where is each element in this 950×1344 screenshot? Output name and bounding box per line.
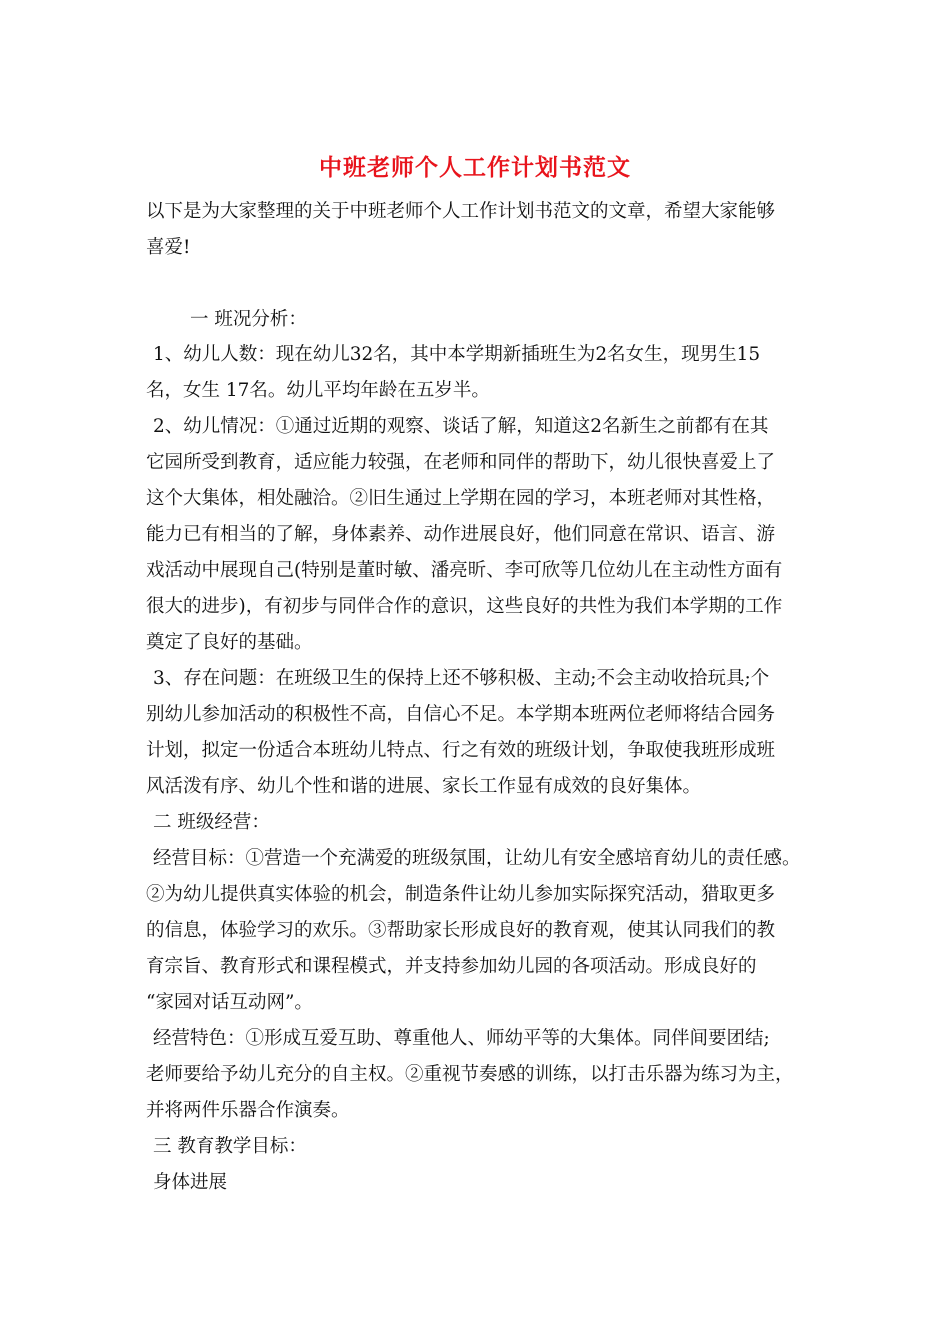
paragraph-line: 计划，拟定一份适合本班幼儿特点、行之有效的班级计划，争取使我班形成班	[146, 740, 776, 761]
paragraph-line: 很大的进步)，有初步与同伴合作的意识，这些良好的共性为我们本学期的工作	[146, 596, 783, 617]
paragraph-line: 老师要给予幼儿充分的自主权。②重视节奏感的训练，以打击乐器为练习为主，	[146, 1064, 794, 1085]
paragraph-line: 能力已有相当的了解，身体素养、动作进展良好，他们同意在常识、语言、游	[146, 524, 776, 545]
paragraph-line: ②为幼儿提供真实体验的机会，制造条件让幼儿参加实际探究活动，猎取更多	[146, 884, 776, 905]
paragraph-line: 别幼儿参加活动的积极性不高，自信心不足。本学期本班两位老师将结合园务	[146, 704, 776, 725]
paragraph-line: “家园对话互动网”。	[146, 992, 313, 1013]
paragraph-line: 2、幼儿情况：①通过近期的观察、谈话了解，知道这2名新生之前都有在其	[153, 416, 769, 437]
paragraph-line: 经营目标：①营造一个充满爱的班级氛围，让幼儿有安全感培育幼儿的责任感。	[153, 848, 801, 869]
paragraph-line: 戏活动中展现自己(特别是董时敏、潘亮昕、李可欣等几位幼儿在主动性方面有	[146, 560, 783, 581]
paragraph-line: 这个大集体，相处融洽。②旧生通过上学期在园的学习，本班老师对其性格，	[146, 488, 776, 509]
paragraph-line: 经营特色：①形成互爱互助、尊重他人、师幼平等的大集体。同伴间要团结;	[153, 1028, 770, 1049]
section-heading-1: 一 班况分析：	[190, 309, 307, 330]
paragraph-line: 育宗旨、教育形式和课程模式，并支持参加幼儿园的各项活动。形成良好的	[146, 956, 757, 977]
paragraph-line: 的信息，体验学习的欢乐。③帮助家长形成良好的教育观，使其认同我们的教	[146, 920, 776, 941]
section-heading-2: 二 班级经营：	[153, 812, 270, 833]
paragraph-line: 1、幼儿人数：现在幼儿32名，其中本学期新插班生为2名女生，现男生15	[153, 344, 761, 365]
paragraph-line: 它园所受到教育，适应能力较强，在老师和同伴的帮助下，幼儿很快喜爱上了	[146, 452, 776, 473]
document-title: 中班老师个人工作计划书范文	[319, 154, 631, 181]
intro-line-2: 喜爱!	[146, 237, 191, 258]
paragraph-line: 风活泼有序、幼儿个性和谐的进展、家长工作显有成效的良好集体。	[146, 776, 702, 797]
subheading: 身体进展	[153, 1172, 228, 1193]
paragraph-line: 名，女生 17名。幼儿平均年龄在五岁半。	[146, 380, 490, 401]
paragraph-line: 3、存在问题：在班级卫生的保持上还不够积极、主动;不会主动收拾玩具;个	[153, 668, 770, 689]
paragraph-line: 并将两件乐器合作演奏。	[146, 1100, 350, 1121]
paragraph-line: 奠定了良好的基础。	[146, 632, 313, 653]
section-heading-3: 三 教育教学目标：	[153, 1136, 307, 1157]
intro-line-1: 以下是为大家整理的关于中班老师个人工作计划书范文的文章，希望大家能够	[146, 201, 776, 222]
